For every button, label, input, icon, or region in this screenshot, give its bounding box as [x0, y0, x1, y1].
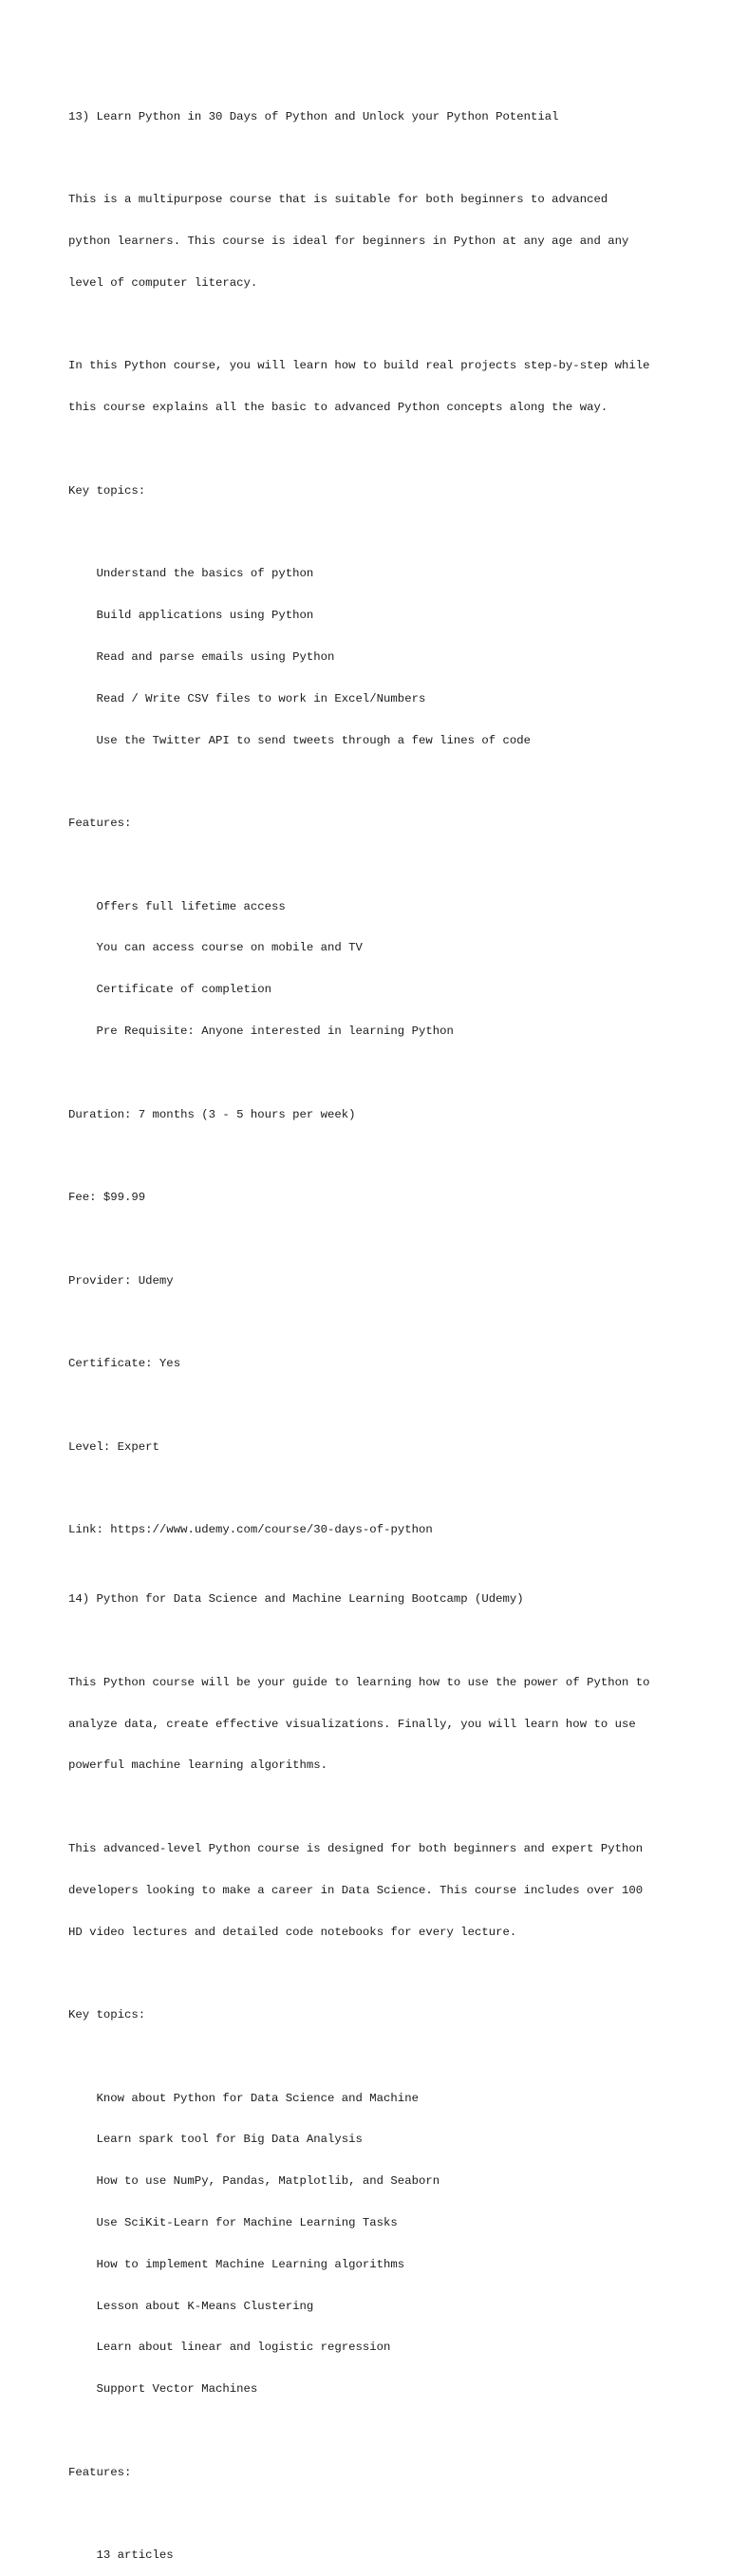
course-14-intro1-line: powerful machine learning algorithms. — [68, 1758, 328, 1773]
course-14-topic-item: Lesson about K-Means Clustering — [96, 2299, 314, 2313]
course-14-topic-item: Know about Python for Data Science and Machine — [96, 2091, 419, 2105]
course-13-topic-item: Read and parse emails using Python — [96, 649, 335, 664]
course-14-intro2-line: This advanced-level Python course is designed for both beginners and expert Python — [68, 1842, 644, 1855]
course-14-intro2-line: developers looking to make a career in Data Science. This course includes over 100 — [68, 1883, 644, 1897]
course-13-topic-item: Build applications using Python — [96, 609, 314, 623]
course-14-feature-item: 13 articles — [96, 2548, 174, 2563]
course-13-fee: Fee: $99.99 — [68, 1191, 146, 1205]
course-13-topic-item: Use the Twitter API to send tweets through a few lines of code — [96, 733, 532, 747]
course-13-features-label: Features: — [68, 817, 132, 831]
course-13-feature-item: You can access course on mobile and TV — [96, 941, 363, 955]
course-14-topic-item: How to use NumPy, Pandas, Matplotlib, and Seaborn — [96, 2174, 440, 2189]
course-13-intro1-line: level of computer literacy. — [68, 275, 258, 290]
course-13-level: Level: Expert — [68, 1439, 159, 1454]
course-14-topic-item: Support Vector Machines — [96, 2382, 258, 2397]
course-14-intro1-line: This Python course will be your guide to learning how to use the power of Python to — [68, 1675, 650, 1689]
course-13-duration: Duration: 7 months (3 - 5 hours per week) — [68, 1107, 356, 1121]
course-13-topic-item: Read / Write CSV files to work in Excel/Numbers — [96, 691, 426, 705]
course-14-topic-item: Learn about linear and logistic regression — [96, 2341, 391, 2355]
course-13-intro1-line: This is a multipurpose course that is suitable for both beginners to advanced — [68, 193, 608, 207]
course-13-feature-item: Offers full lifetime access — [96, 899, 286, 913]
course-14-topic-item: Learn spark tool for Big Data Analysis — [96, 2133, 363, 2147]
course-13-intro2-line: this course explains all the basic to advanced Python concepts along the way. — [68, 401, 608, 415]
course-13-provider: Provider: Udemy — [68, 1273, 174, 1288]
course-13-certificate: Certificate: Yes — [68, 1357, 181, 1371]
course-14-intro1-line: analyze data, create effective visualizations. Finally, you will learn how to use — [68, 1717, 636, 1731]
course-13-feature-item: Certificate of completion — [96, 983, 271, 997]
course-14-heading: 14) Python for Data Science and Machine Learning Bootcamp (Udemy) — [68, 1592, 524, 1607]
course-13-feature-item: Pre Requisite: Anyone interested in learning Python — [96, 1024, 454, 1038]
course-13-intro2-line: In this Python course, you will learn how to build real projects step-by-step while — [68, 359, 650, 373]
course-14-topic-item: Use SciKit-Learn for Machine Learning Tasks — [96, 2216, 398, 2230]
course-13-intro1-line: python learners. This course is ideal for beginners in Python at any age and any — [68, 235, 629, 249]
document-page — [68, 68, 695, 2576]
course-14-features-label: Features: — [68, 2465, 132, 2479]
course-13-link[interactable]: Link: https://www.udemy.com/course/30-days-of-python — [68, 1523, 433, 1537]
course-13-heading: 13) Learn Python in 30 Days of Python and Unlock your Python Potential — [68, 109, 559, 123]
course-14-topic-item: How to implement Machine Learning algorithms — [96, 2257, 405, 2271]
course-13-topic-item: Understand the basics of python — [96, 567, 314, 581]
course-14-intro2-line: HD video lectures and detailed code notebooks for every lecture. — [68, 1925, 517, 1939]
course-13-topics-label: Key topics: — [68, 483, 146, 498]
course-14-topics-label: Key topics: — [68, 2008, 146, 2022]
